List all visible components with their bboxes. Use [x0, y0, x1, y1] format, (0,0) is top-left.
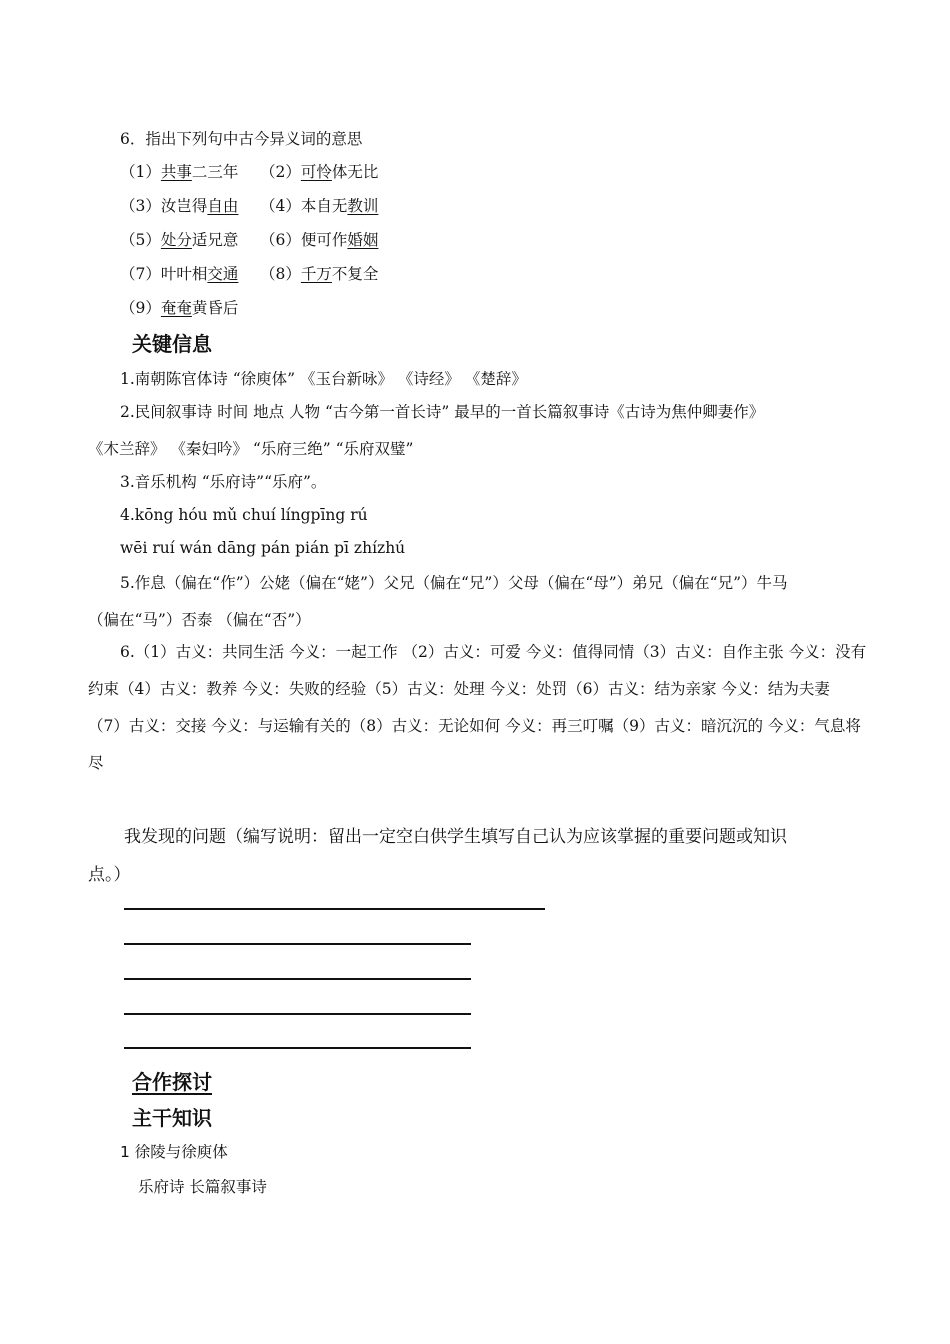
answer-3: 3.音乐机构 “乐府诗”“乐府”。	[120, 473, 327, 491]
q6-item-8: （8）千万不复全	[260, 265, 379, 283]
main-knowledge-heading: 主干知识	[132, 1106, 212, 1130]
question-6-title: 6．指出下列句中古今异义词的意思	[120, 130, 363, 148]
answer-6-line-3: （7）古义：交接 今义：与运输有关的（8）古义：无论如何 今义：再三叮嘱（9）古义：暗沉沉的 今义：气息将	[88, 717, 861, 735]
q6-row-1	[120, 160, 378, 182]
answer-4-line-2: wēi ruí wán dāng pán pián pī zhízhú	[120, 539, 406, 557]
answer-6-line-4: 尽	[88, 754, 104, 772]
blank-line-5	[124, 1047, 471, 1049]
q6-row-2	[120, 194, 378, 216]
q6-item-1: （1）共事二三年	[120, 163, 239, 181]
problems-line-2: 点。）	[88, 865, 131, 885]
q6-item-6: （6）便可作婚姻	[260, 231, 379, 249]
answer-6-line-2: 约束（4）古义：教养 今义：失败的经验（5）古义：处理 今义：处罚（6）古义：结为亲家 今义：结为夫妻	[88, 680, 830, 698]
answer-5-line-2: （偏在“马”）否泰 （偏在“否”）	[88, 611, 311, 629]
answer-2-line-1: 2.民间叙事诗 时间 地点 人物 “古今第一首长诗” 最早的一首长篇叙事诗《古诗为焦仲卿妻作》	[120, 403, 765, 421]
q6-row-5	[120, 296, 238, 318]
blank-line-2	[124, 943, 471, 945]
problems-line-1: 我发现的问题（编写说明：留出一定空白供学生填写自己认为应该掌握的重要问题或知识	[124, 827, 787, 847]
answer-5-line-1: 5.作息（偏在“作”）公姥（偏在“姥”）父兄（偏在“兄”）父母（偏在“母”）弟兄（偏在“兄”）牛马	[120, 574, 788, 592]
answer-2-line-2: 《木兰辞》 《秦妇吟》 “乐府三绝” “乐府双璧”	[88, 440, 414, 458]
q6-item-9: （9）奄奄黄昏后	[120, 299, 239, 317]
coop-heading: 合作探讨	[132, 1070, 212, 1094]
blank-line-1	[124, 908, 545, 910]
q6-item-2: （2）可怜体无比	[260, 163, 379, 181]
key-info-heading: 关键信息	[132, 332, 212, 356]
q6-item-3: （3）汝岂得自由	[120, 197, 239, 215]
coop-item-1: 1 徐陵与徐庾体	[120, 1143, 228, 1161]
q6-row-4	[120, 262, 378, 284]
answer-6-line-1: 6.（1）古义：共同生活 今义：一起工作 （2）古义：可爱 今义：值得同情（3）古义：自作主张 今义：没有	[120, 643, 867, 661]
answer-1: 1.南朝陈官体诗 “徐庾体” 《玉台新咏》 《诗经》 《楚辞》	[120, 370, 527, 388]
q6-item-7: （7）叶叶相交通	[120, 265, 239, 283]
q6-item-4: （4）本自无教训	[260, 197, 379, 215]
blank-line-4	[124, 1013, 471, 1015]
blank-line-3	[124, 978, 471, 980]
q6-item-5: （5）处分适兄意	[120, 231, 239, 249]
q6-row-3	[120, 228, 378, 250]
answer-4-line-1: 4.kōng hóu mǔ chuí língpīng rú	[120, 506, 368, 524]
coop-item-1-sub: 乐府诗 长篇叙事诗	[138, 1178, 267, 1196]
